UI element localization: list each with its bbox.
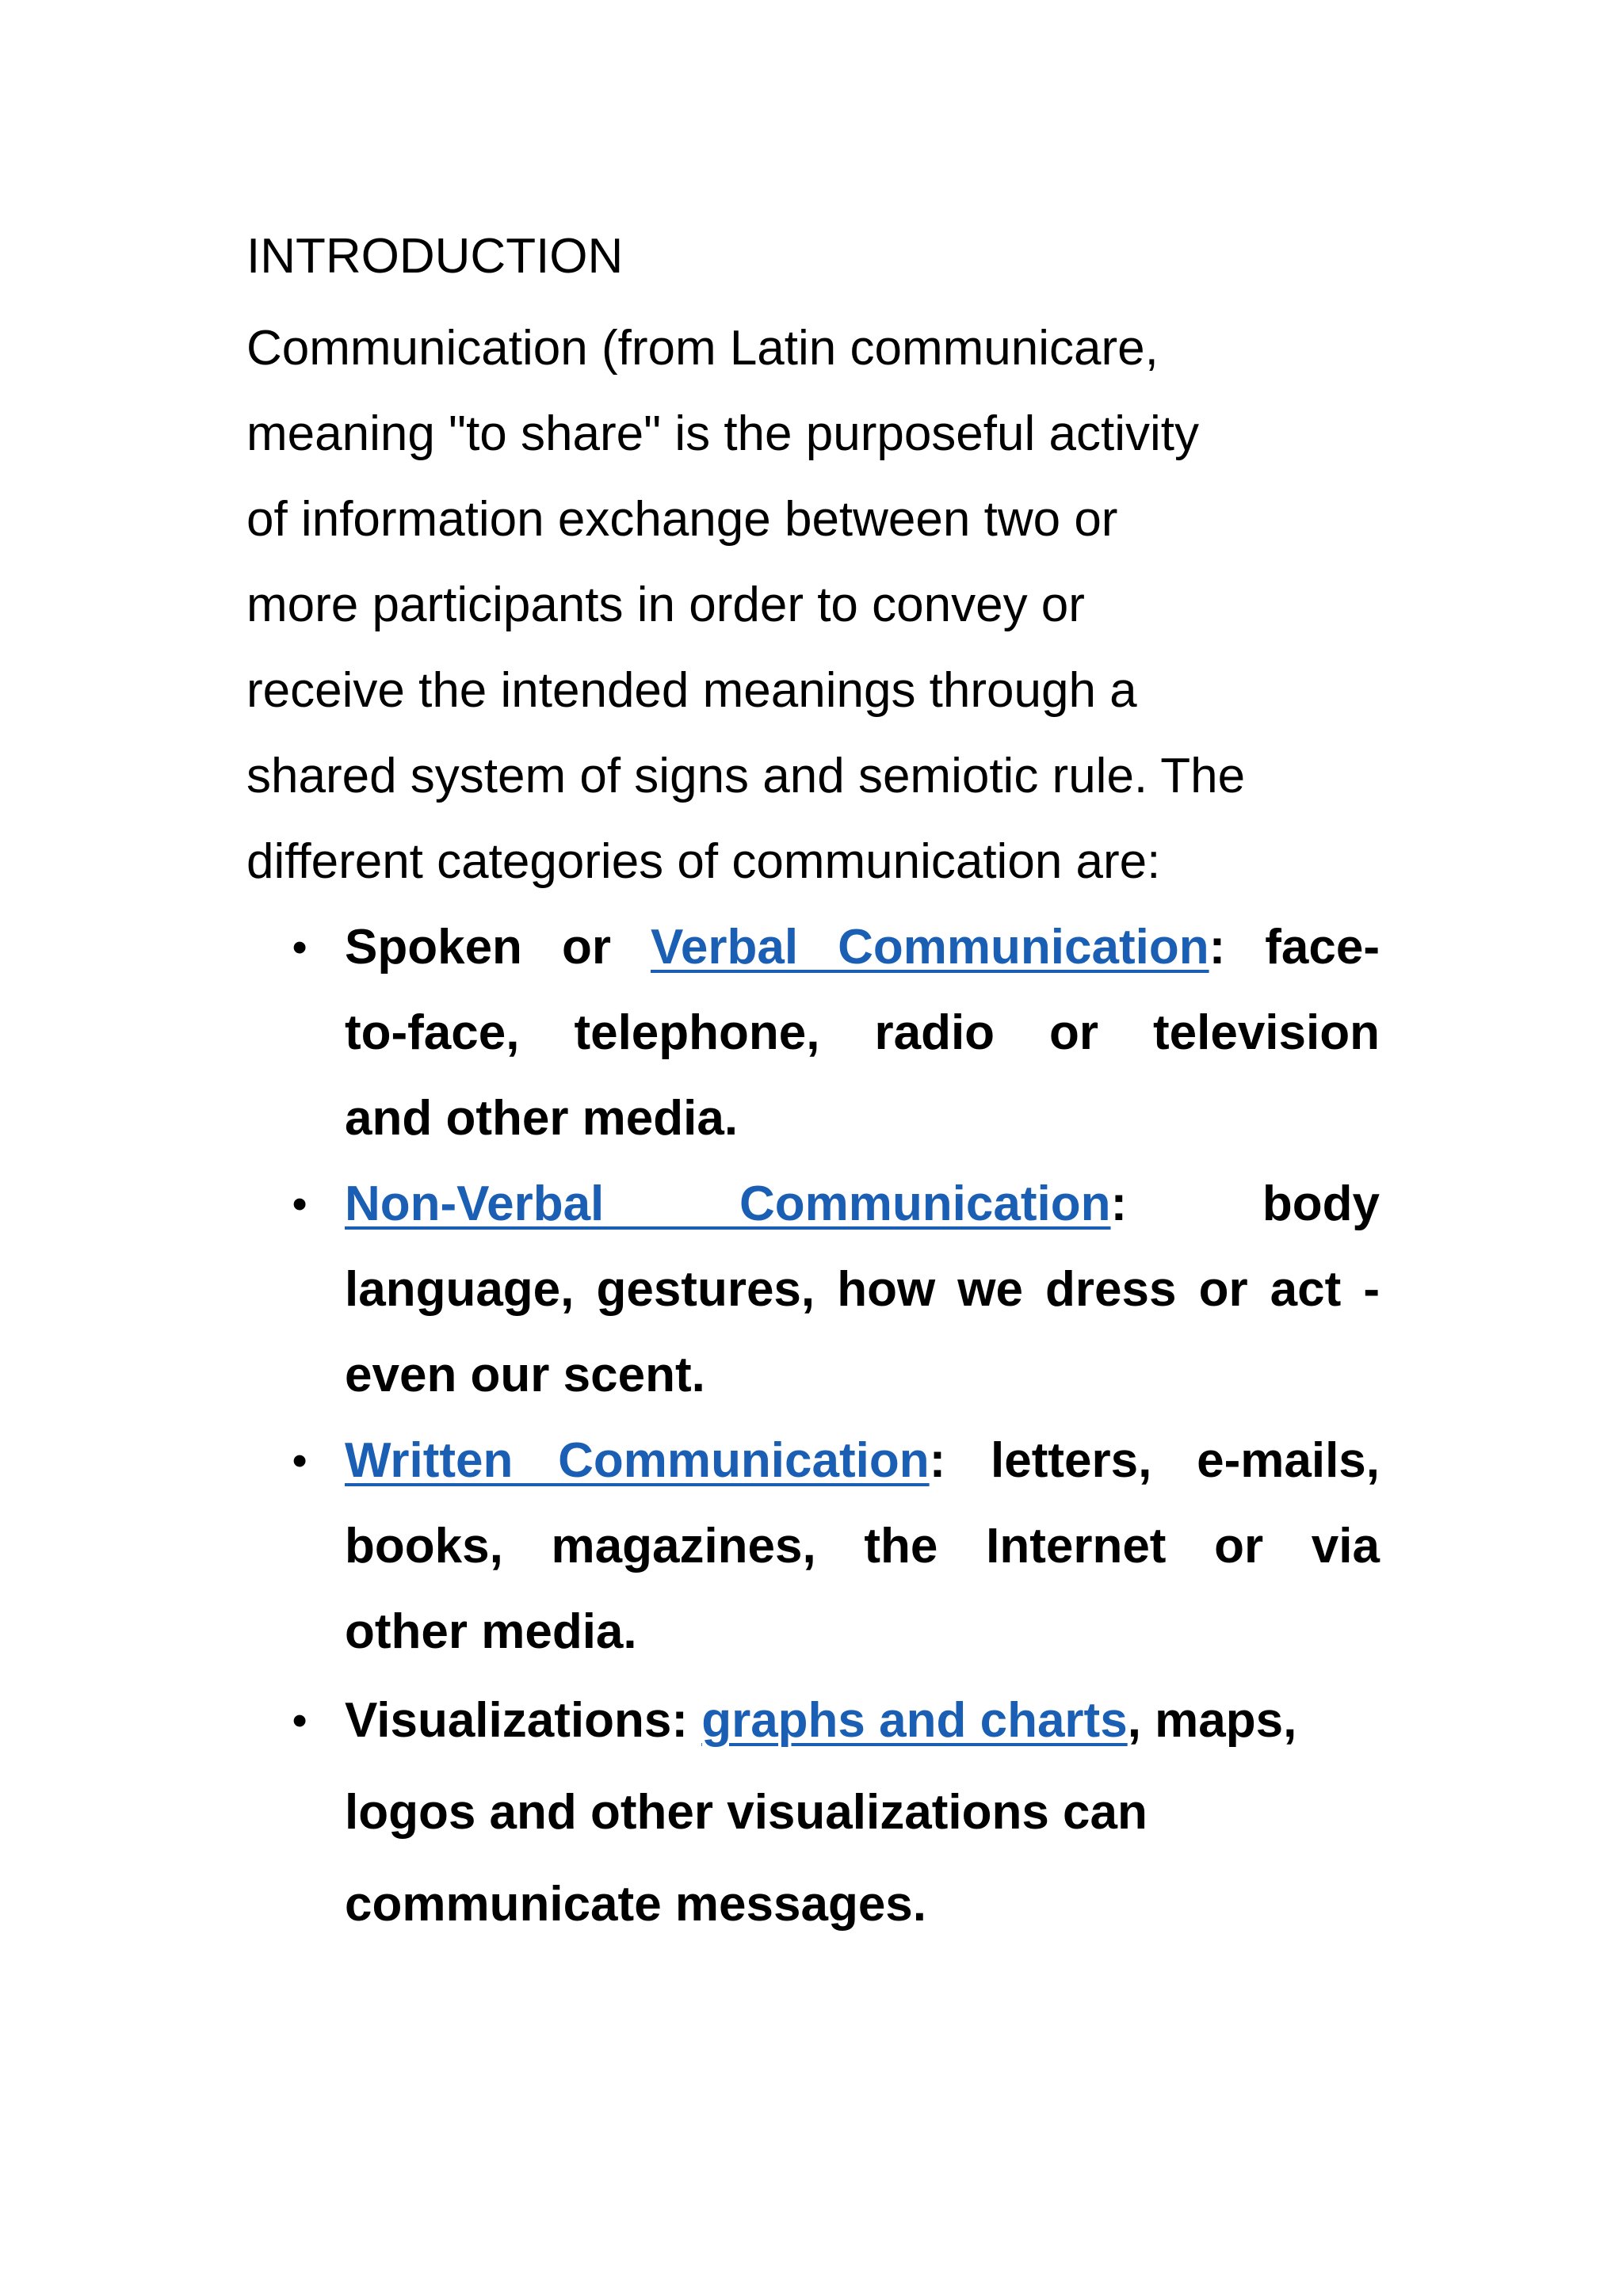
communication-categories-list	[246, 905, 1380, 1951]
list-item-line	[345, 1161, 1380, 1247]
intro-line: different categories of communication are:	[246, 834, 1161, 889]
intro-line: of information exchange between two or	[246, 492, 1118, 547]
intro-line: shared system of signs and semiotic rule. The	[246, 749, 1246, 803]
document-body	[246, 219, 1380, 1951]
intro-line: more participants in order to convey or	[246, 578, 1085, 632]
list-item-line	[345, 1418, 1380, 1504]
list-item-text: : letters, e-mails,	[929, 1433, 1381, 1488]
intro-line: receive the intended meanings through a	[246, 663, 1137, 718]
non-verbal-communication-link[interactable]: Non-Verbal Communication	[345, 1177, 1111, 1231]
list-item-prefix: Spoken or	[345, 920, 651, 974]
list-item-line: logos and other visualizations can	[345, 1785, 1148, 1840]
bullet-icon: •	[292, 1698, 307, 1744]
list-item-visualizations	[246, 1675, 1380, 1951]
bullet-icon: •	[292, 925, 307, 971]
list-item-written	[246, 1418, 1380, 1675]
list-item-text: , maps,	[1127, 1693, 1297, 1748]
list-item-line: books, magazines, the Internet or via	[345, 1519, 1380, 1573]
bullet-icon: •	[292, 1181, 307, 1227]
list-item-line: and other media.	[345, 1091, 739, 1146]
list-item-line	[345, 1675, 1380, 1767]
list-item-line: communicate messages.	[345, 1877, 927, 1932]
list-item-line: language, gestures, how we dress or act -	[345, 1262, 1380, 1317]
list-item-line	[345, 905, 1380, 990]
list-item-line: even our scent.	[345, 1348, 705, 1402]
intro-line: meaning "to share" is the purposeful activity	[246, 406, 1199, 461]
list-item-non-verbal	[246, 1161, 1380, 1418]
list-item-line: to-face, telephone, radio or television	[345, 1005, 1380, 1060]
list-item-text: : body	[1110, 1177, 1380, 1231]
list-item-line: other media.	[345, 1604, 637, 1659]
list-item-verbal	[246, 905, 1380, 1161]
list-item-text: : face-	[1209, 920, 1380, 974]
bullet-icon: •	[292, 1438, 307, 1484]
intro-paragraph	[246, 306, 1380, 905]
intro-line: Communication (from Latin communicare,	[246, 321, 1159, 376]
graphs-and-charts-link[interactable]: graphs and charts	[701, 1693, 1128, 1748]
page-title: INTRODUCTION	[246, 229, 624, 284]
written-communication-link[interactable]: Written Communication	[345, 1433, 930, 1488]
verbal-communication-link[interactable]: Verbal Communication	[650, 920, 1209, 974]
list-item-prefix: Visualizations:	[345, 1693, 702, 1748]
